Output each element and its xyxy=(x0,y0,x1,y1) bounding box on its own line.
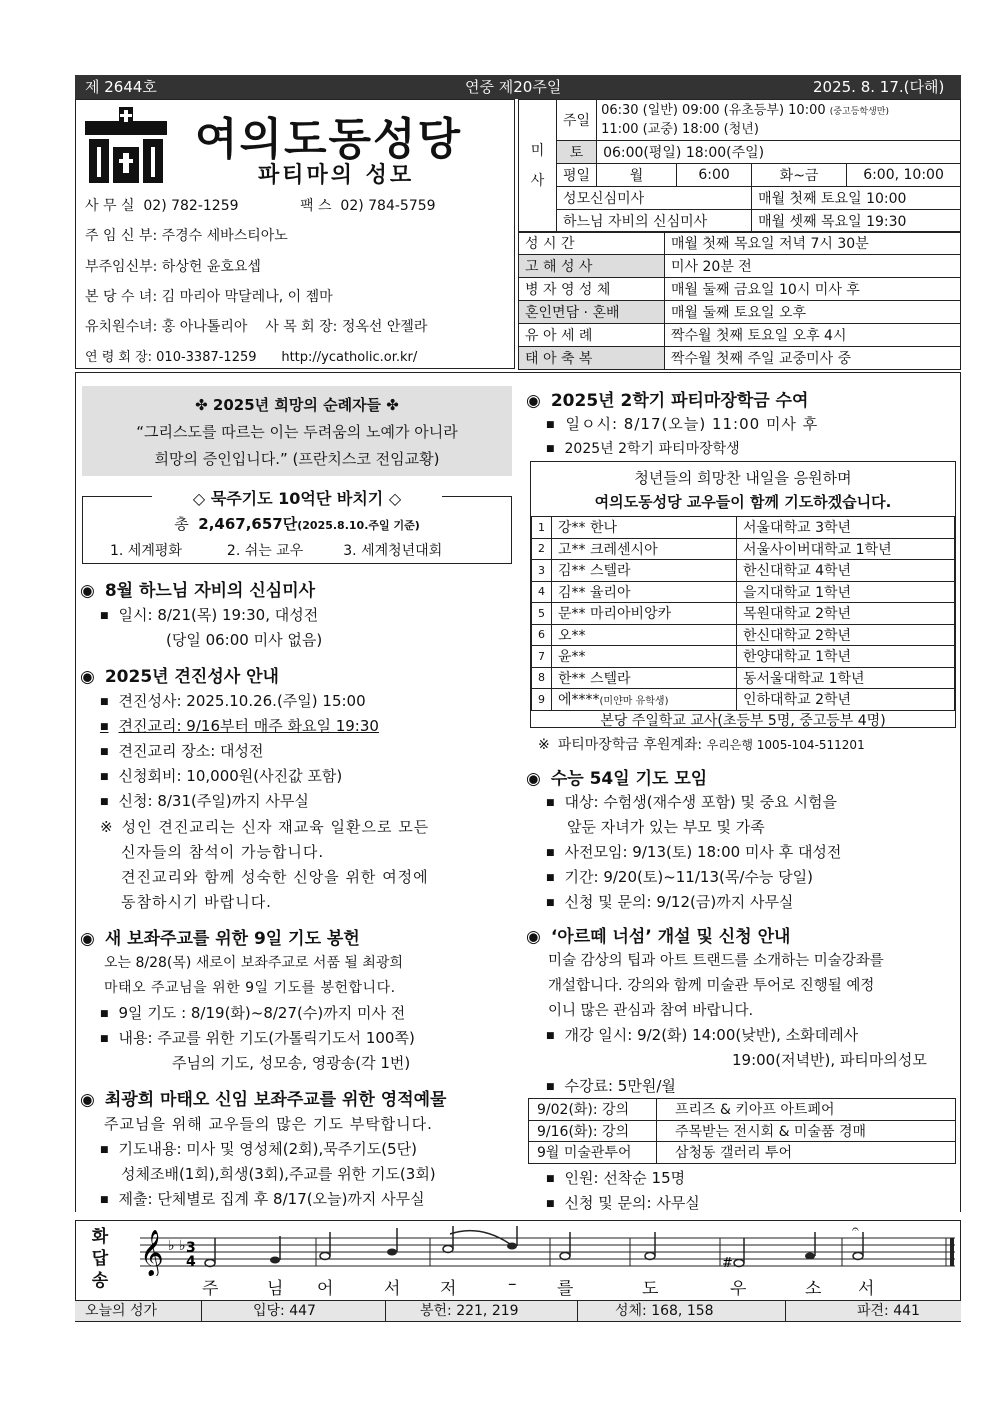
exam-item: ■ 신청 및 문의: 9/12(금)까지 사무실 xyxy=(546,891,793,912)
session-date: 9/02(화): 강의 xyxy=(529,1099,657,1121)
novena-text: 오는 8/28(목) 새로이 보좌주교로 서품 될 최광희 xyxy=(104,955,403,971)
scholar-school: 동서울대학교 1학년 xyxy=(737,667,955,689)
confirmation-note: ※ 성인 견진교리는 신자 재교육 일환으로 모든 xyxy=(100,816,429,837)
hymns-bar xyxy=(75,1300,961,1322)
scholarship-box-line: 여의도동성당 교우들이 함께 기도하겠습니다. xyxy=(594,493,892,511)
sacrament-when: 매월 첫째 목요일 저녁 7시 30분 xyxy=(665,232,961,255)
hymn-entrance: 입당: 447 xyxy=(253,1303,316,1319)
scholar-row xyxy=(532,538,955,560)
mass-label-char: 사 xyxy=(530,173,545,189)
confirmation-item: ■ 견진성사: 2025.10.26.(주일) 15:00 xyxy=(100,690,366,711)
scholar-name-text: 에**** xyxy=(558,692,600,709)
scholar-row xyxy=(532,603,955,625)
sacrament-name: 성 시 간 xyxy=(519,232,665,255)
scholar-name-text: 고** 크레센시아 xyxy=(558,541,658,558)
lyric-syllable: – xyxy=(508,1274,517,1294)
scholar-name-text: 김** 스텔라 xyxy=(558,563,631,580)
scholar-school: 을지대학교 1학년 xyxy=(737,581,955,603)
session-date: 9/16(화): 강의 xyxy=(529,1120,657,1142)
divine-mercy-note: (당일 06:00 미사 없음) xyxy=(166,631,323,649)
scholar-name xyxy=(552,689,737,711)
bullet-circle-icon: ◉ xyxy=(80,1090,95,1110)
sacrament-when: 짝수월 첫째 토요일 오후 4시 xyxy=(665,324,961,347)
hymn-recessional: 파견: 441 xyxy=(857,1303,920,1319)
scholar-number: 9 xyxy=(532,689,552,711)
novena-item: ■ 내용: 주교를 위한 기도(가톨릭기도서 100쪽) xyxy=(100,1027,415,1048)
treble-clef-icon: 𝄞 xyxy=(140,1230,164,1276)
rosary-rule-left xyxy=(82,496,152,497)
section-title-text: 새 보좌주교를 위한 9일 기도 봉헌 xyxy=(104,929,360,949)
lyric-syllable: 도 xyxy=(642,1279,659,1299)
exam-item-cont: 앞둔 자녀가 있는 부모 및 가족 xyxy=(567,818,765,836)
scholar-row xyxy=(532,560,955,582)
sacrament-schedule-table xyxy=(518,231,961,370)
jubilee-title: ✤ 2025년 희망의 순례자들 ✤ xyxy=(195,396,399,414)
scholar-name xyxy=(552,581,737,603)
rosary-total-line xyxy=(82,513,512,534)
contact-label: 연 령 회 장 xyxy=(85,350,148,365)
section-title-text: ‘아르떼 너섬’ 개설 및 신청 안내 xyxy=(550,927,791,947)
arte-session-row xyxy=(529,1142,956,1164)
bullet-circle-icon: ◉ xyxy=(526,769,541,789)
sunday-times xyxy=(597,100,961,141)
psalm-staff xyxy=(130,1224,960,1276)
sacrament-name: 병 자 영 성 체 xyxy=(519,278,665,301)
exam-title xyxy=(526,764,707,789)
scholar-number: 2 xyxy=(532,538,552,560)
scholar-number: 6 xyxy=(532,624,552,646)
jubilee-box xyxy=(82,386,512,476)
contact-label: 부주임신부 xyxy=(85,259,153,275)
lyric-syllable: 님 xyxy=(267,1279,284,1299)
hymns-divider xyxy=(785,1301,786,1321)
divine-mercy-title xyxy=(80,576,315,601)
mass-side-label xyxy=(519,100,557,233)
psalm-label xyxy=(80,1226,120,1292)
bullet-circle-icon: ◉ xyxy=(80,929,95,949)
sunday-label: 주일 xyxy=(557,100,597,141)
tue-fri-label: 화~금 xyxy=(752,164,847,187)
section-title-text: 2025년 견진성사 안내 xyxy=(104,667,279,687)
rosary-total: 2,467,657단 xyxy=(198,515,298,533)
sacrament-when: 미사 20분 전 xyxy=(665,255,961,278)
contact-value: 주경수 세바스티아노 xyxy=(161,228,288,244)
scholar-school: 한양대학교 1학년 xyxy=(737,646,955,668)
arte-session-row xyxy=(529,1099,956,1121)
scholarship-item: ■ 일ㅇ시: 8/17(오늘) 11:00 미사 후 xyxy=(546,413,818,434)
rosary-rule-right xyxy=(442,496,512,497)
scholar-number: 1 xyxy=(532,517,552,539)
scholarship-account xyxy=(538,734,865,754)
kindergarten-line: 유치원수녀: 홍 아나톨리아 사 목 회 장: 정옥선 안젤라 xyxy=(85,319,428,335)
sacrament-name: 혼인면담 · 혼배 xyxy=(519,301,665,324)
novena-item: ■ 9일 기도 : 8/19(화)~8/27(수)까지 미사 전 xyxy=(100,1002,405,1023)
church-logo-icon xyxy=(85,107,167,183)
contact-value: 하상헌 윤호요셉 xyxy=(161,259,261,275)
contact-label: 사 목 회 장 xyxy=(265,319,333,335)
bullet-circle-icon: ◉ xyxy=(526,927,541,947)
lyric-syllable: 소 xyxy=(805,1279,822,1299)
special-mass-name: 하느님 자비의 신심미사 xyxy=(557,210,752,233)
scholar-number: 4 xyxy=(532,581,552,603)
jubilee-quote-2: 희망의 증인입니다.” (프란치스코 전임교황) xyxy=(154,450,440,468)
contact-label: 유치원수녀 xyxy=(85,319,153,335)
sacrament-when: 매월 둘째 토요일 오후 xyxy=(665,301,961,324)
lyric-syllable: 서 xyxy=(384,1279,401,1299)
assistant-line: 부주임신부: 하상헌 윤호요셉 xyxy=(85,259,261,275)
scholar-name xyxy=(552,603,737,625)
confirmation-note: 견진교리와 함께 성숙한 신앙을 위한 여정에 xyxy=(121,868,429,886)
scholar-name-text: 강** 한나 xyxy=(558,520,618,537)
hymns-divider xyxy=(385,1301,386,1321)
rosary-total-label: 총 xyxy=(174,515,189,533)
bullet-circle-icon: ◉ xyxy=(80,667,95,687)
lyric-syllable: 서 xyxy=(858,1279,875,1299)
section-title-text: 8월 하느님 자비의 신심미사 xyxy=(104,581,316,601)
psalm-label-char: 화 xyxy=(91,1227,109,1247)
scholar-name-text: 문** 마리아비앙카 xyxy=(558,606,672,623)
sacrament-name: 고 해 성 사 xyxy=(519,255,665,278)
saturday-times: 06:00(평일) 18:00(주일) xyxy=(597,141,961,164)
scholar-name-text: 김** 율리아 xyxy=(558,584,631,601)
scholar-school: 서울사이버대학교 1학년 xyxy=(737,538,955,560)
account-number: 우리은행 1005-104-511201 xyxy=(706,738,865,752)
scholars-table xyxy=(531,516,955,711)
scholar-number: 5 xyxy=(532,603,552,625)
mass-label-char: 미 xyxy=(530,143,545,159)
arte-item: ■ 개강 일시: 9/2(화) 14:00(낮반), 소화데레사 xyxy=(546,1024,858,1045)
scholar-row xyxy=(532,646,955,668)
confirmation-note: 신자들의 참석이 가능합니다. xyxy=(121,843,325,861)
monday-label: 월 xyxy=(597,164,677,187)
lyric-syllable: 우 xyxy=(730,1279,747,1299)
scholar-name xyxy=(552,517,737,539)
confirmation-item: ■ 신청: 8/31(주일)까지 사무실 xyxy=(100,790,309,811)
hymn-communion: 성체: 168, 158 xyxy=(615,1303,714,1319)
contact-value: 김 마리아 막달레나, 이 젬마 xyxy=(161,289,333,305)
scholar-number: 8 xyxy=(532,667,552,689)
scholar-school: 한신대학교 4학년 xyxy=(737,560,955,582)
section-title-text: 수능 54일 기도 모임 xyxy=(550,769,708,789)
scholar-name-note: (미얀마 유학생) xyxy=(599,696,669,708)
arte-item-cont: 19:00(저녁반), 파티마의성모 xyxy=(732,1051,927,1069)
rosary-title: ◇ 묵주기도 10억단 바치기 ◇ xyxy=(192,489,402,508)
arte-item: ■ 수강료: 5만원/월 xyxy=(546,1075,676,1096)
session-date: 9월 미술관투어 xyxy=(529,1142,657,1164)
church-name: 여의도동성당 xyxy=(195,114,463,165)
bouquet-item-cont: 성체조배(1회),희생(3회),주교를 위한 기도(3회) xyxy=(121,1165,436,1183)
sacrament-name: 태 아 축 복 xyxy=(519,347,665,370)
scholar-name xyxy=(552,624,737,646)
scholar-name xyxy=(552,538,737,560)
contact-label: 사 무 실 xyxy=(85,198,135,214)
arte-text: 이니 많은 관심과 참여 바랍니다. xyxy=(548,1003,754,1019)
weekday-label: 평일 xyxy=(557,164,597,187)
mass-schedule-table xyxy=(518,99,961,233)
scholar-number: 3 xyxy=(532,560,552,582)
bullet-circle-icon: ◉ xyxy=(526,391,541,411)
scholar-row xyxy=(532,581,955,603)
psalm-label-char: 송 xyxy=(91,1271,109,1291)
pastor-line: 주 임 신 부: 주경수 세바스티아노 xyxy=(85,228,288,244)
scholarship-box xyxy=(530,461,956,728)
lyric-syllable: 주 xyxy=(202,1279,219,1299)
bouquet-text: 주교님을 위해 교우들의 많은 기도 부탁합니다. xyxy=(104,1115,433,1133)
exam-item: ■ 기간: 9/20(토)~11/13(목/수능 당일) xyxy=(546,866,813,887)
session-topic: 삼청동 갤러리 투어 xyxy=(657,1142,956,1164)
arte-item: ■ 신청 및 문의: 사무실 xyxy=(546,1192,700,1213)
svg-text:♭ ♭: ♭ ♭ xyxy=(168,1238,186,1254)
church-subtitle: 파티마의 성모 xyxy=(258,163,415,188)
lyric-syllable: 를 xyxy=(557,1279,574,1299)
confirmation-item: ■ 견진교리: 9/16부터 매주 화요일 19:30 xyxy=(100,715,379,736)
sunday-times-line: 06:30 (일반) 09:00 (유초등부) 10:00 xyxy=(601,103,826,118)
issue-date: 2025. 8. 17.(다해) xyxy=(813,78,945,96)
special-mass-when: 매월 셋째 목요일 19:30 xyxy=(752,210,961,233)
arte-title xyxy=(526,922,790,947)
contact-label: 주 임 신 부 xyxy=(85,228,153,244)
scholar-name xyxy=(552,646,737,668)
special-mass-name: 성모신심미사 xyxy=(557,187,752,210)
scholar-name-text: 한** 스텔라 xyxy=(558,670,631,687)
arte-sessions-table xyxy=(528,1098,956,1164)
fax-number: 02) 784-5759 xyxy=(340,198,436,214)
lyric-syllable: 어 xyxy=(317,1279,334,1299)
scholarship-title xyxy=(526,386,808,411)
sacrament-name: 유 아 세 례 xyxy=(519,324,665,347)
svg-text:3: 3 xyxy=(186,1240,196,1256)
novena-prayers: 주님의 기도, 성모송, 영광송(각 1번) xyxy=(172,1054,411,1072)
scholar-name xyxy=(552,560,737,582)
bouquet-item: ■ 기도내용: 미사 및 영성체(2회),묵주기도(5단) xyxy=(100,1138,417,1159)
scholar-row xyxy=(532,624,955,646)
scholar-school: 목원대학교 2학년 xyxy=(737,603,955,625)
scholar-school: 서울대학교 3학년 xyxy=(737,517,955,539)
sacrament-when: 짝수월 첫째 주일 교중미사 중 xyxy=(665,347,961,370)
psalm-label-char: 답 xyxy=(91,1249,109,1269)
novena-title xyxy=(80,924,360,949)
svg-text:4: 4 xyxy=(186,1254,196,1270)
arte-text: 개설합니다. 강의와 함께 미술관 투어로 진행될 예정 xyxy=(548,978,875,994)
scholar-name-text: 윤** xyxy=(558,649,586,666)
scholar-row xyxy=(532,517,955,539)
arte-item: ■ 인원: 선착순 15명 xyxy=(546,1167,685,1188)
office-contact xyxy=(85,195,436,215)
scholar-school: 한신대학교 2학년 xyxy=(737,624,955,646)
bouquet-title xyxy=(80,1085,446,1110)
scholar-number: 7 xyxy=(532,646,552,668)
scholarship-item: ■ 2025년 2학기 파티마장학생 xyxy=(546,438,740,458)
confirmation-item: ■ 신청회비: 10,000원(사진값 포함) xyxy=(100,765,342,786)
exam-item: ■ 대상: 수험생(재수생 포함) 및 중요 시험을 xyxy=(546,791,837,812)
arte-text: 미술 감상의 팁과 아트 트랜드를 소개하는 미술강좌를 xyxy=(548,953,884,969)
tue-fri-time: 6:00, 10:00 xyxy=(847,164,961,187)
jubilee-quote-1: “그리스도를 따르는 이는 두려움의 노예가 아니라 xyxy=(136,423,458,441)
divine-mercy-date: ■ 일시: 8/21(목) 19:30, 대성전 xyxy=(100,604,318,625)
fax-label: 팩 스 xyxy=(300,198,332,214)
svg-text:#: # xyxy=(722,1256,733,1271)
hymns-divider xyxy=(577,1301,578,1321)
session-topic: 프리즈 & 키아프 아트페어 xyxy=(657,1099,956,1121)
lyric-syllable: 저 xyxy=(440,1279,457,1299)
scholar-school: 인하대학교 2학년 xyxy=(737,689,955,711)
section-title-text: 최광희 마태오 신임 보좌주교를 위한 영적예물 xyxy=(104,1090,447,1110)
bouquet-item: ■ 제출: 단체별로 집계 후 8/17(오늘)까지 사무실 xyxy=(100,1188,425,1209)
session-topic: 주목받는 전시회 & 미술품 경매 xyxy=(657,1120,956,1142)
arte-session-row xyxy=(529,1120,956,1142)
sunday-times-line: 11:00 (교중) 18:00 (청년) xyxy=(601,122,759,137)
monday-time: 6:00 xyxy=(677,164,752,187)
fermata-icon: 𝄐 xyxy=(852,1224,859,1236)
bullet-circle-icon: ◉ xyxy=(80,581,95,601)
sunday-times-note: (중고등학생만) xyxy=(829,107,889,117)
issue-bar xyxy=(75,75,961,99)
scholar-row xyxy=(532,667,955,689)
special-mass-when: 매월 첫째 토요일 10:00 xyxy=(752,187,961,210)
novena-text: 마태오 주교님을 위한 9일 기도를 봉헌합니다. xyxy=(104,980,396,996)
scholar-name-text: 오** xyxy=(558,627,586,644)
office-phone: 02) 782-1259 xyxy=(143,198,239,214)
scholar-name xyxy=(552,667,737,689)
scholars-body xyxy=(532,517,955,711)
rosary-intention: 2. 쉬는 교우 xyxy=(226,543,304,559)
confirmation-note: 동참하시기 바랍니다. xyxy=(121,893,272,911)
psalm-lyrics xyxy=(130,1274,960,1299)
confirmation-title xyxy=(80,662,279,687)
exam-item: ■ 사전모임: 9/13(토) 18:00 미사 후 대성전 xyxy=(546,841,841,862)
hymns-label: 오늘의 성가 xyxy=(85,1303,158,1319)
sacrament-when: 매월 둘째 금요일 10시 미사 후 xyxy=(665,278,961,301)
funeral-line: 연 령 회 장: 010-3387-1259 http://ycatholic.or.kr/ xyxy=(85,350,418,365)
rosary-intention: 3. 세계청년대회 xyxy=(343,543,443,559)
liturgical-sunday: 연중 제20주일 xyxy=(465,78,562,96)
website-link[interactable]: http://ycatholic.or.kr/ xyxy=(281,350,418,365)
section-title-text: 2025년 2학기 파티마장학금 수여 xyxy=(550,391,809,411)
saturday-label: 토 xyxy=(557,141,597,164)
scholar-row xyxy=(532,689,955,711)
contact-value: 010-3387-1259 xyxy=(156,350,257,365)
contact-label: 본 당 수 녀 xyxy=(85,289,153,305)
scholarship-box-line: 청년들의 희망찬 내일을 응원하며 xyxy=(634,469,852,487)
scholarship-staff: 본당 주일학교 교사(초등부 5명, 중고등부 4명) xyxy=(600,712,886,729)
rosary-total-note: (2025.8.10.주일 기준) xyxy=(297,519,420,532)
sisters-line: 본 당 수 녀: 김 마리아 막달레나, 이 젬마 xyxy=(85,289,333,305)
rosary-intentions xyxy=(110,540,442,560)
contact-value: 홍 아나톨리아 xyxy=(161,319,248,335)
hymn-offertory: 봉헌: 221, 219 xyxy=(420,1303,519,1319)
issue-number: 제 2644호 xyxy=(85,78,157,96)
rosary-intention: 1. 세계평화 xyxy=(110,543,182,559)
account-label: 파티마장학금 후원계좌: xyxy=(557,737,703,753)
contact-value: 정옥선 안젤라 xyxy=(341,319,428,335)
confirmation-item: ■ 견진교리 장소: 대성전 xyxy=(100,740,264,761)
hymns-divider xyxy=(201,1301,202,1321)
